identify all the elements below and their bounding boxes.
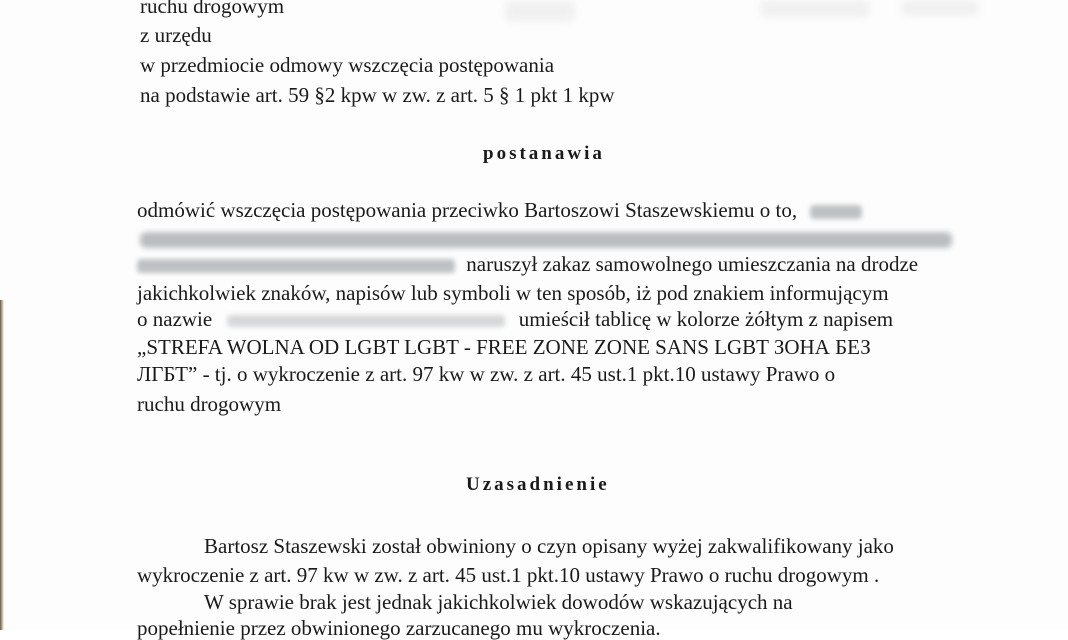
redacted-stamp [760,0,870,18]
justification-line: popełnienie przez obwinionego zarzucanego mu wykroczenia. [137,616,661,640]
intro-line: na podstawie art. 59 §2 kpw w zw. z art. 5 § 1 pkt 1 kpw [140,83,615,107]
decision-line: jakichkolwiek znaków, napisów lub symboli w ten sposób, iż pod znakiem informującym [137,281,889,305]
decision-line [137,252,918,276]
decision-heading: postanawia [483,143,605,164]
decision-line [137,307,893,331]
decision-line-text: umieścił tablicę w kolorze żółtym z napisem [518,307,894,331]
justification-heading: Uzasadnienie [466,474,610,495]
intro-line: z urzędu [140,23,212,47]
justification-line: wykroczenie z art. 97 kw w zw. z art. 45 ust.1 pkt.10 ustawy Prawo o ruchu drogowym . [137,563,880,587]
redacted-line [140,232,952,248]
redacted-stamp [505,0,575,22]
decision-line-text: naruszył zakaz samowolnego umieszczania na drodze [466,252,919,276]
decision-line-text: o nazwie [137,307,213,331]
intro-line: ruchu drogowym [140,0,285,18]
page-edge-shadow [0,300,4,630]
decision-line [137,198,862,222]
redacted-stamp [900,0,980,16]
justification-line: Bartosz Staszewski został obwiniony o czyn opisany wyżej zakwalifikowany jako [204,534,894,558]
decision-line: ЛГБТ” - tj. o wykroczenie z art. 97 kw w zw. z art. 45 ust.1 pkt.10 ustawy Prawo o [137,362,836,386]
redacted-text [137,259,455,273]
redacted-text [810,205,862,219]
decision-line-text: odmówić wszczęcia postępowania przeciwko Bartoszowi Staszewskiemu o to, [137,198,798,222]
justification-line: W sprawie brak jest jednak jakichkolwiek dowodów wskazujących na [204,590,793,614]
redacted-text [227,315,505,327]
decision-line: „STREFA WOLNA OD LGBT LGBT - FREE ZONE ZONE SANS LGBT ЗОНА БЕЗ [137,335,871,359]
decision-line: ruchu drogowym [137,392,282,416]
intro-line: w przedmiocie odmowy wszczęcia postępowania [140,53,555,77]
